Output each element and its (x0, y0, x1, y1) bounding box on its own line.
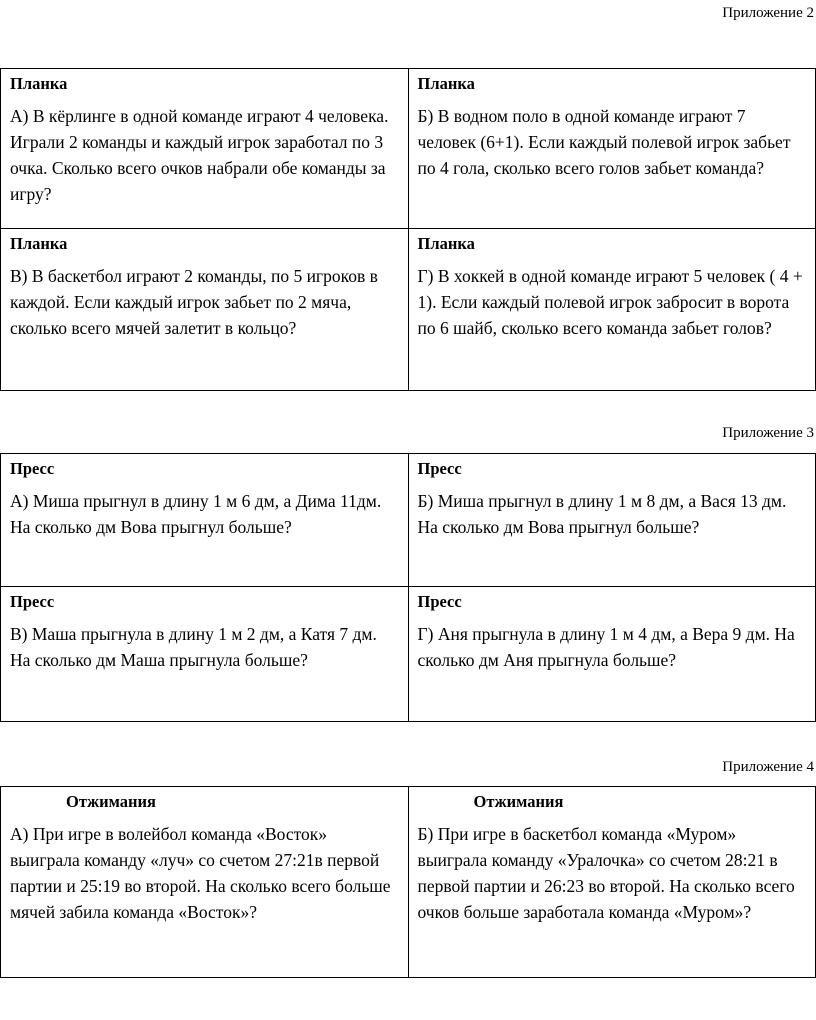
task-card (408, 69, 816, 229)
task-card (408, 587, 816, 722)
card-title: Планка (417, 74, 475, 93)
card-text: Б) Миша прыгнул в длину 1 м 8 дм, а Вася 13 дм. На сколько дм Вова прыгнул больше? (417, 491, 787, 537)
appendix-label: Приложение 2 (722, 5, 814, 21)
card-title: Отжимания (473, 792, 564, 811)
task-card (408, 229, 816, 391)
card-title: Пресс (10, 459, 55, 478)
card-title: Пресс (417, 459, 462, 478)
card-title: Пресс (417, 592, 462, 611)
appendix-label: Приложение 4 (722, 759, 814, 775)
task-card (1, 787, 409, 978)
task-card (1, 454, 409, 587)
task-card (1, 587, 409, 722)
task-cards-table (0, 68, 816, 391)
task-card (1, 229, 409, 391)
card-title: Планка (10, 234, 68, 253)
table-row (1, 69, 816, 229)
card-text: А) При игре в волейбол команда «Восток» выиграла команду «луч» со счетом 27:21в первой партии и 25:19 во второй. На сколько всего больше мячей забила команда «Восток»? (10, 824, 391, 922)
task-cards-table (0, 453, 816, 722)
table-row (1, 787, 816, 978)
card-title: Пресс (10, 592, 55, 611)
card-title: Планка (417, 234, 475, 253)
task-card (408, 454, 816, 587)
card-text: А) В кёрлинге в одной команде играют 4 человека. Играли 2 команды и каждый игрок заработал по 3 очка. Сколько всего очков набрали обе команды за игру? (10, 106, 389, 204)
task-card (1, 69, 409, 229)
appendix-label: Приложение 3 (722, 425, 814, 441)
card-text: Г) Аня прыгнула в длину 1 м 4 дм, а Вера 9 дм. На сколько дм Аня прыгнула больше? (417, 624, 795, 670)
table-row (1, 454, 816, 587)
card-text: В) Маша прыгнула в длину 1 м 2 дм, а Катя 7 дм. На сколько дм Маша прыгнула больше? (10, 624, 377, 670)
task-cards-table (0, 786, 816, 978)
card-text: Г) В хоккей в одной команде играют 5 человек ( 4 + 1). Если каждый полевой игрок забросит в ворота по 6 шайб, сколько всего команда забьет голов? (417, 266, 803, 338)
table-row (1, 587, 816, 722)
card-text: В) В баскетбол играют 2 команды, по 5 игроков в каждой. Если каждый игрок забьет по 2 мяча, сколько всего мячей залетит в кольцо? (10, 266, 378, 338)
card-text: Б) В водном поло в одной команде играют 7 человек (6+1). Если каждый полевой игрок забьет по 4 гола, сколько всего голов забьет команда? (417, 106, 791, 178)
card-text: А) Миша прыгнул в длину 1 м 6 дм, а Дима 11дм. На сколько дм Вова прыгнул больше? (10, 491, 382, 537)
table-row (1, 229, 816, 391)
card-text: Б) При игре в баскетбол команда «Муром» выиграла команду «Уралочка» со счетом 28:21 в первой партии и 26:23 во второй. На сколько всего очков больше заработала команда «Муром»? (417, 824, 795, 922)
card-title: Планка (10, 74, 68, 93)
card-title: Отжимания (66, 792, 156, 811)
task-card (408, 787, 816, 978)
